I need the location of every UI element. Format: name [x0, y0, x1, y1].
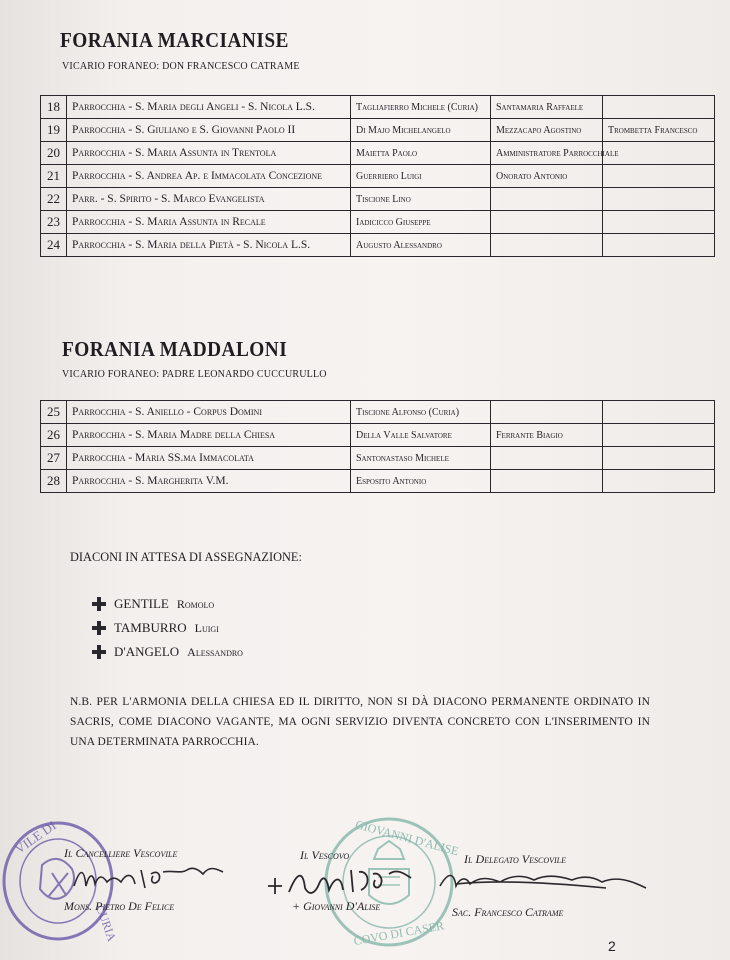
- cross-icon: [92, 597, 106, 611]
- delegate-signature: [436, 866, 656, 900]
- svg-text:VILE DI: VILE DI: [12, 817, 59, 857]
- parish-name-cell: Parrocchia - S. Andrea Ap. e Immacolata Concezione: [67, 165, 351, 188]
- svg-text:CURIA: CURIA: [93, 903, 120, 944]
- row-number-cell: 21: [41, 165, 67, 188]
- assistant-cell: [491, 234, 603, 257]
- table-row: [41, 119, 715, 142]
- forania-marcianise-vicar: VICARIO FORANEO: DON FRANCESCO CATRAME: [62, 61, 300, 72]
- deacon-name: Alessandro: [187, 644, 243, 659]
- table-row: [41, 401, 715, 424]
- table-row: [41, 211, 715, 234]
- assistant-cell: [491, 447, 603, 470]
- priest-cell: Iadicicco Giuseppe: [351, 211, 491, 234]
- svg-text:COVO DI CASER: COVO DI CASER: [352, 918, 446, 949]
- parish-name-cell: Parrocchia - S. Aniello - Corpus Domini: [67, 401, 351, 424]
- table-row: [41, 96, 715, 119]
- cross-icon: [92, 621, 106, 635]
- bishop-signature: [264, 860, 444, 900]
- chancellor-name: Mons. Pietro De Felice: [64, 899, 175, 913]
- delegate-name: Sac. Francesco Catrame: [452, 905, 564, 919]
- extra-cell: Trombetta Francesco: [603, 119, 715, 142]
- priest-cell: Della Valle Salvatore: [351, 424, 491, 447]
- assistant-cell: Mezzacapo Agostino: [491, 119, 603, 142]
- priest-cell: Guerriero Luigi: [351, 165, 491, 188]
- row-number-cell: 24: [41, 234, 67, 257]
- extra-cell: [603, 188, 715, 211]
- chancellor-title: Il Cancelliere Vescovile: [64, 846, 178, 860]
- delegate-title: Il Delegato Vescovile: [464, 852, 566, 866]
- cross-icon: [92, 645, 106, 659]
- assistant-cell: [491, 470, 603, 493]
- deacon-item: [92, 644, 243, 660]
- deacon-surname: TAMBURRO: [114, 620, 187, 635]
- table-row: [41, 188, 715, 211]
- bishop-title: Il Vescovo: [300, 848, 350, 862]
- row-number-cell: 26: [41, 424, 67, 447]
- deacon-item: [92, 620, 219, 636]
- extra-cell: [603, 211, 715, 234]
- table-row: [41, 470, 715, 493]
- parish-name-cell: Parrocchia - S. Maria Assunta in Trentola: [67, 142, 351, 165]
- parish-name-cell: Parrocchia - S. Maria Madre della Chiesa: [67, 424, 351, 447]
- row-number-cell: 18: [41, 96, 67, 119]
- assistant-cell: Onorato Antonio: [491, 165, 603, 188]
- priest-cell: Maietta Paolo: [351, 142, 491, 165]
- priest-cell: Di Majo Michelangelo: [351, 119, 491, 142]
- row-number-cell: 22: [41, 188, 67, 211]
- extra-cell: [603, 470, 715, 493]
- priest-cell: Tagliafierro Michele (Curia): [351, 96, 491, 119]
- extra-cell: [603, 142, 715, 165]
- priest-cell: Esposito Antonio: [351, 470, 491, 493]
- forania-maddaloni-vicar: VICARIO FORANEO: PADRE LEONARDO CUCCURULLO: [62, 369, 327, 380]
- row-number-cell: 25: [41, 401, 67, 424]
- parish-table-maddaloni: [40, 400, 715, 493]
- deacon-surname: D'ANGELO: [114, 644, 180, 659]
- deacon-surname: GENTILE: [114, 596, 169, 611]
- svg-text:GIOVANNI D'ALISE: GIOVANNI D'ALISE: [353, 817, 461, 859]
- table-row: [41, 234, 715, 257]
- table-row: [41, 447, 715, 470]
- parish-name-cell: Parrocchia - S. Giuliano e S. Giovanni Paolo II: [67, 119, 351, 142]
- forania-marcianise-title: FORANIA MARCIANISE: [60, 28, 289, 52]
- row-number-cell: 28: [41, 470, 67, 493]
- row-number-cell: 23: [41, 211, 67, 234]
- parish-name-cell: Parrocchia - S. Maria della Pietà - S. Nicola L.S.: [67, 234, 351, 257]
- forania-maddaloni-title: FORANIA MADDALONI: [62, 337, 288, 361]
- bishop-name: + Giovanni D'Alise: [292, 899, 381, 913]
- priest-cell: Santonastaso Michele: [351, 447, 491, 470]
- extra-cell: [603, 234, 715, 257]
- page-number: 2: [608, 938, 616, 954]
- extra-cell: [603, 401, 715, 424]
- extra-cell: [603, 424, 715, 447]
- row-number-cell: 20: [41, 142, 67, 165]
- parish-name-cell: Parrocchia - Maria SS.ma Immacolata: [67, 447, 351, 470]
- chancellor-signature: [70, 860, 240, 896]
- parish-name-cell: Parrocchia - S. Maria Assunta in Recale: [67, 211, 351, 234]
- deacon-name: Luigi: [194, 620, 219, 635]
- priest-cell: Tiscione Alfonso (Curia): [351, 401, 491, 424]
- extra-cell: [603, 96, 715, 119]
- table-row: [41, 142, 715, 165]
- parish-name-cell: Parr. - S. Spirito - S. Marco Evangelista: [67, 188, 351, 211]
- extra-cell: [603, 165, 715, 188]
- nb-note: N.B. PER L'ARMONIA DELLA CHIESA ED IL DIRITTO, NON SI DÀ DIACONO PERMANENTE ORDINATO IN SACRIS, COME DIACONO VAGANTE, MA OGNI SERVIZIO DIVENTA CONCRETO CON L'INSERIMENTO IN UNA DETERMINATA PARROCCHIA.: [70, 696, 650, 748]
- parish-table-marcianise: [40, 95, 715, 257]
- priest-cell: Tiscione Lino: [351, 188, 491, 211]
- assistant-cell: [491, 188, 603, 211]
- row-number-cell: 19: [41, 119, 67, 142]
- assistant-cell: [491, 401, 603, 424]
- assistant-cell: Santamaria Raffaele: [491, 96, 603, 119]
- row-number-cell: 27: [41, 447, 67, 470]
- deacon-name: Romolo: [176, 596, 215, 611]
- assistant-cell: [491, 211, 603, 234]
- deacon-item: [92, 596, 214, 612]
- parish-name-cell: Parrocchia - S. Maria degli Angeli - S. Nicola L.S.: [67, 96, 351, 119]
- parish-name-cell: Parrocchia - S. Margherita V.M.: [67, 470, 351, 493]
- assistant-cell: Amministratore Parrocchiale: [491, 142, 603, 165]
- table-row: [41, 165, 715, 188]
- priest-cell: Augusto Alessandro: [351, 234, 491, 257]
- extra-cell: [603, 447, 715, 470]
- deacons-heading: DIACONI IN ATTESA DI ASSEGNAZIONE:: [70, 549, 302, 564]
- table-row: [41, 424, 715, 447]
- assistant-cell: Ferrante Biagio: [491, 424, 603, 447]
